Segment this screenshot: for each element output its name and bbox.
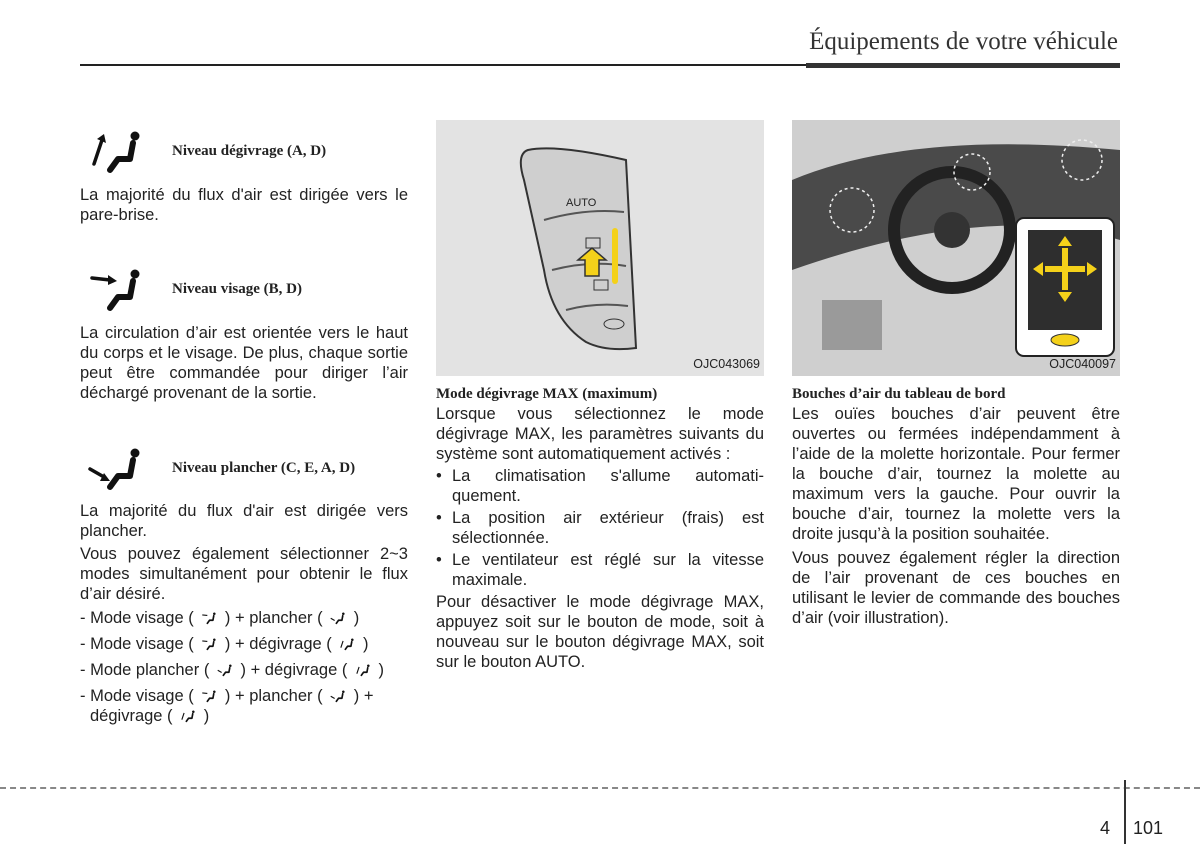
combo-text: ) <box>362 635 369 653</box>
mode-floor-heading <box>80 443 355 493</box>
figure-code: OJC043069 <box>693 357 760 371</box>
vents-paragraph-1: Les ouïes bouches d’air peuvent être ouvertes ou fermées indépendamment à l’aide de la molette horizontale. Pour fermer la bouche d’air, tournez la molette au maximum vers la gauche. Pour ouvrir la bouche d’air, tournez la molette vers la droite jusqu’à la position souhaitée. <box>792 405 1120 543</box>
combo-text: ) + <box>353 687 374 705</box>
header-rule-accent <box>806 63 1120 68</box>
page-header-title: Équipements de votre véhicule <box>809 28 1118 55</box>
combo-face-floor-defrost <box>80 686 408 726</box>
combo-text: ) <box>203 707 210 725</box>
defrost-mode-icon <box>80 126 152 176</box>
dashboard-vents-figure <box>792 120 1120 376</box>
vents-heading: Bouches d’air du tableau de bord <box>792 386 1006 402</box>
floor-mode-icon <box>327 611 349 625</box>
mode-defrost-label: Niveau dégivrage (A, D) <box>172 143 327 159</box>
combo-floor-defrost <box>80 660 408 680</box>
combo-text: - Mode visage ( <box>80 687 194 705</box>
face-mode-icon <box>80 264 152 314</box>
combo-text: ) + plancher ( <box>224 609 323 627</box>
combo-text: ) <box>378 661 385 679</box>
bullet-item: • La climatisation s'allume automati-quement. <box>436 466 764 506</box>
combo-text: - Mode visage ( <box>80 635 194 653</box>
face-mode-icon <box>198 689 220 703</box>
face-mode-icon <box>198 637 220 651</box>
combo-face-floor <box>80 608 408 628</box>
footer-divider <box>1124 780 1126 844</box>
defrost-mode-icon <box>336 637 358 651</box>
vent-wheel-icon <box>1051 334 1079 346</box>
climate-panel-illustration <box>436 120 764 376</box>
auto-button-label: AUTO <box>566 197 597 209</box>
max-defrost-heading: Mode dégivrage MAX (maximum) <box>436 386 658 402</box>
floor-mode-icon <box>80 443 152 493</box>
combo-text: - Mode visage ( <box>80 609 194 627</box>
air-vent-detail <box>1016 218 1114 356</box>
max-defrost-bullets <box>436 466 764 590</box>
figure-code: OJC040097 <box>1049 357 1116 371</box>
face-mode-icon <box>198 611 220 625</box>
combo-face-defrost <box>80 634 408 654</box>
mode-defrost-heading <box>80 126 326 176</box>
combo-text: ) <box>353 609 360 627</box>
mode-floor-text: La majorité du flux d'air est dirigée vers plancher. <box>80 502 408 540</box>
defrost-mode-icon <box>352 663 374 677</box>
combo-list <box>80 608 408 726</box>
climate-control-figure <box>436 120 764 376</box>
bullet-item: • Le ventilateur est réglé sur la vitesse maximale. <box>436 550 764 590</box>
combo-text: ) + dégivrage ( <box>224 635 332 653</box>
page-section-number: 4 <box>1100 818 1111 838</box>
combo-text: ) + dégivrage ( <box>240 661 348 679</box>
floor-mode-icon <box>214 663 236 677</box>
combo-intro: Vous pouvez également sélectionner 2~3 modes simultanément pour obtenir le flux d’air désiré. <box>80 545 408 603</box>
combo-text: dégivrage ( <box>90 707 173 725</box>
page-number: 101 <box>1133 818 1164 838</box>
footer-dashed-rule <box>0 787 1200 789</box>
mode-defrost-text: La majorité du flux d'air est dirigée vers le pare-brise. <box>80 186 408 224</box>
max-defrost-outro: Pour désactiver le mode dégivrage MAX, appuyez soit sur le bouton de mode, soit à nouveau sur le bouton dégivrage MAX, soit sur le bouton AUTO. <box>436 593 764 671</box>
vents-paragraph-2: Vous pouvez également régler la direction de l’air provenant de ces bouches en utilisant le levier de commande des bouches d’air (voir illustration). <box>792 549 1120 627</box>
mode-face-text: La circulation d’air est orientée vers le haut du corps et le visage. De plus, chaque sortie peut être commandée pour diriger l’air déchargé provenant de la sortie. <box>80 324 408 402</box>
mode-floor-label: Niveau plancher (C, E, A, D) <box>172 460 356 476</box>
dashboard-illustration <box>792 120 1120 376</box>
max-defrost-section <box>436 384 764 672</box>
bullet-item: • La position air extérieur (frais) est sélectionnée. <box>436 508 764 548</box>
combo-text: ) + plancher ( <box>224 687 323 705</box>
max-defrost-intro: Lorsque vous sélectionnez le mode dégivrage MAX, les paramètres suivants du système sont automatiquement activés : <box>436 405 764 463</box>
defrost-mode-icon <box>177 709 199 723</box>
combo-text: - Mode plancher ( <box>80 661 210 679</box>
mode-face-label: Niveau visage (B, D) <box>172 281 302 297</box>
vents-section <box>792 384 1120 628</box>
mode-face-heading <box>80 264 302 314</box>
floor-mode-icon <box>327 689 349 703</box>
